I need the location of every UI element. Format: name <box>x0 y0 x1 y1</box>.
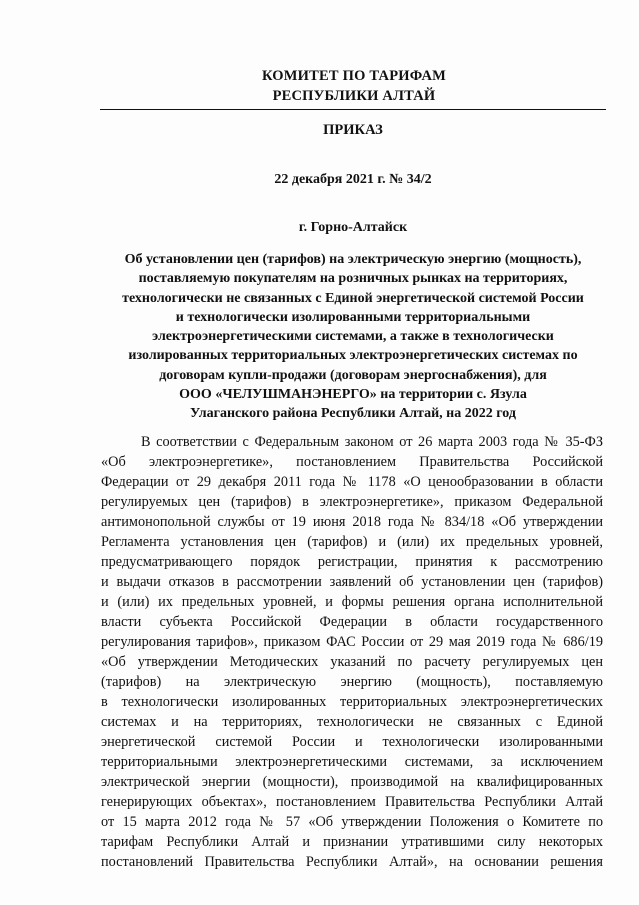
subject-line: поставляемую покупателям на розничных рынках на территориях, <box>138 271 568 287</box>
body-line: в технологически изолированных территориальных электроэнергетических <box>101 694 603 710</box>
body-line: регулируемых цен (тарифов) в электроэнергетике», приказом Федеральной <box>101 494 603 510</box>
body-line: и выдачи отказов в рассмотрении заявлений об установлении цен (тарифов) <box>101 574 603 590</box>
body-line: энергетической системой России и технологически изолированными <box>101 734 603 750</box>
subject-line: технологически не связанных с Единой энергетической системой России <box>122 290 584 306</box>
subject-line: договорам купли-продажи (договорам энергоснабжения), для <box>159 367 547 383</box>
subject-line: изолированных территориальных электроэнергетических системах по <box>128 348 578 364</box>
document-type: ПРИКАЗ <box>323 122 383 138</box>
body-line: антимонопольной службы от 19 июня 2018 года № 834/18 «Об утверждении <box>101 514 603 530</box>
body-line: генерирующих объектах», постановлением Правительства Республики Алтай <box>101 794 603 810</box>
org-name-line-2: РЕСПУБЛИКИ АЛТАЙ <box>272 88 436 104</box>
org-name-line-1: КОМИТЕТ ПО ТАРИФАМ <box>261 68 447 84</box>
body-line: власти субъекта Российской Федерации в области государственного <box>101 614 603 630</box>
document-date-number: 22 декабря 2021 г. № 34/2 <box>274 172 432 187</box>
body-line: территориальными электроэнергетическими системами, за исключением <box>101 754 603 770</box>
body-line: системах и на территориях, технологически не связанных с Единой <box>101 714 603 730</box>
body-line: Федерации от 29 декабря 2011 года № 1178 «О ценообразовании в области <box>101 474 603 490</box>
body-line: Регламента установления цен (тарифов) и (или) их предельных уровней, <box>101 534 603 550</box>
body-line: «Об электроэнергетике», постановлением Правительства Российской <box>101 454 603 470</box>
subject-line: Улаганского района Республики Алтай, на 2022 год <box>190 406 516 422</box>
subject-line: ООО «ЧЕЛУШМАНЭНЕРГО» на территории с. Язула <box>179 387 527 403</box>
body-line: и (или) их предельных уровней, и формы решения органа исполнительной <box>101 594 603 610</box>
body-line: предусматривающего порядок регистрации, принятия к рассмотрению <box>101 554 603 570</box>
subject-line: Об установлении цен (тарифов) на электрическую энергию (мощность), <box>124 252 582 267</box>
body-line: от 15 марта 2012 года № 57 «Об утверждении Положения о Комитете по <box>101 814 603 830</box>
body-line: (тарифов) на электрическую энергию (мощность), поставляемую <box>101 674 603 690</box>
body-line: тарифам Республики Алтай и признании утратившими силу некоторых <box>101 834 603 850</box>
document-body <box>101 432 603 872</box>
document-city: г. Горно-Алтайск <box>298 220 408 235</box>
body-line: регулирования тарифов», приказом ФАС России от 29 мая 2019 года № 686/19 <box>101 634 603 650</box>
body-line: «Об утверждении Методических указаний по расчету регулируемых цен <box>101 654 603 670</box>
body-line: электрической энергии (мощности), производимой на квалифицированных <box>101 774 603 790</box>
body-line: постановлений Правительства Республики Алтай», на основании решения <box>101 854 603 870</box>
subject-line: электроэнергетическими системами, а также в технологически <box>152 329 554 345</box>
header-divider <box>100 109 606 110</box>
document-subject <box>98 250 608 424</box>
subject-line: и технологически изолированными территориальными <box>175 309 531 325</box>
body-line: В соответствии с Федеральным законом от 26 марта 2003 года № 35-ФЗ <box>141 434 603 450</box>
